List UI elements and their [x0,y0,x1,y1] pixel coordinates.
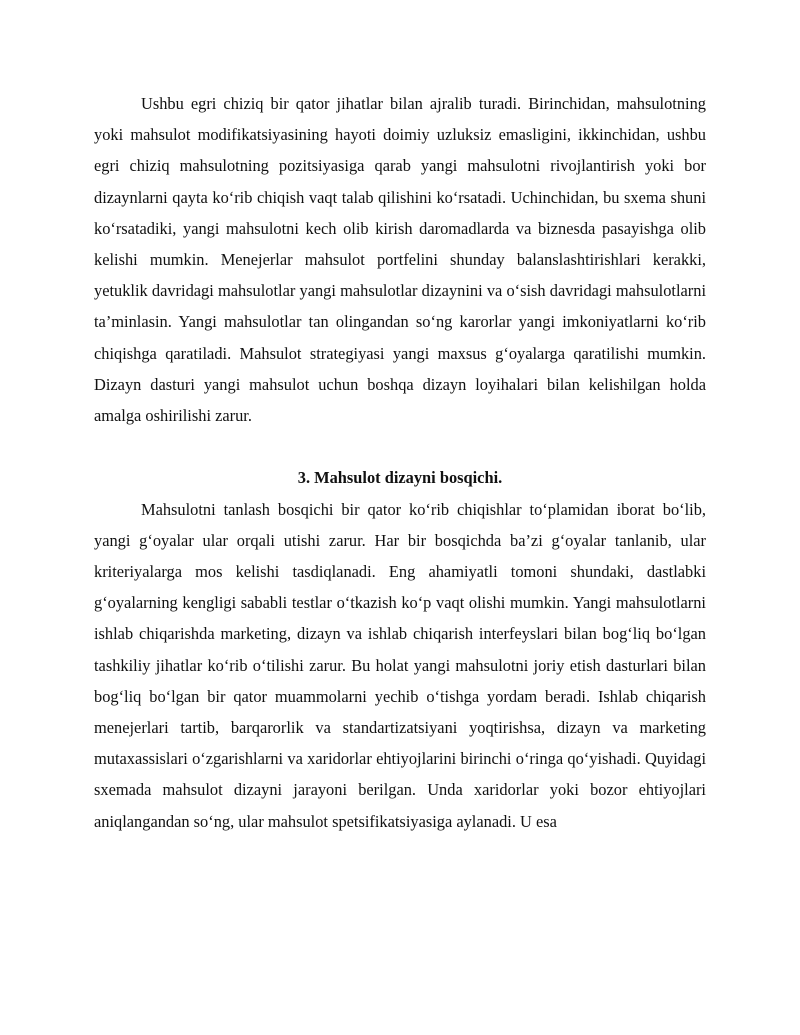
section-heading: 3. Mahsulot dizayni bosqichi. [297,468,503,488]
body-paragraph-1: Ushbu egri chiziq bir qator jihatlar bilan ajralib turadi. Birinchidan, mahsulotning yoki mahsulot modifikatsiyasining hayoti doimiy uzluksiz emasligini, ikkinchidan, ushbu egri chiziq mahsulotning pozitsiyasiga qarab yangi mahsulotni rivojlantirish yoki bor dizaynlarni qayta koʻrib chiqish vaqt talab qilishini koʻrsatadi. Uchinchidan, bu sxema shuni koʻrsatadiki, yangi mahsulotni kech olib kirish daromadlarda va biznesda pasayishga olib kelishi mumkin. Menejerlar mahsulot portfelini shunday balanslashtirishlari kerakki, yetuklik davridagi mahsulotlar yangi mahsulotlar dizaynini va oʻsish davridagi mahsulotlarni ta’minlasin. Yangi mahsulotlar tan olingandan soʻng karorlar yangi imkoniyatlarni koʻrib chiqishga qaratiladi. Mahsulot strategiyasi yangi maxsus gʻoyalarga qaratilishi mumkin. Dizayn dasturi yangi mahsulot uchun boshqa dizayn loyihalari bilan kelishilgan holda amalga oshirilishi zarur. [94,94,706,426]
document-page [94,88,706,837]
paragraph-spacer [94,431,706,462]
body-paragraph-2: Mahsulotni tanlash bosqichi bir qator koʻrib chiqishlar toʻplamidan iborat boʻlib, yangi gʻoyalar ular orqali utishi zarur. Har bir bosqichda ba’zi gʻoyalar tanlanib, ular kriteriyalarga mos kelishi tasdiqlanadi. Eng ahamiyatli tomoni shundaki, dastlabki gʻoyalarning kengligi sababli testlar oʻtkazish koʻp vaqt olishi mumkin. Yangi mahsulotlarni ishlab chiqarishda marketing, dizayn va ishlab chiqarish interfeyslari bilan bogʻliq boʻlgan tashkiliy jihatlar koʻrib oʻtilishi zarur. Bu holat yangi mahsulotni joriy etish dasturlari bilan bogʻliq boʻlgan bir qator muammolarni yechib oʻtishga yordam beradi. Ishlab chiqarish menejerlari tartib, barqarorlik va standartizatsiyani yoqtirishsa, dizayn va marketing mutaxassislari oʻzgarishlarni va xaridorlar ehtiyojlarini birinchi oʻringa qoʻyishadi. Quyidagi sxemada mahsulot dizayni jarayoni berilgan. Unda xaridorlar yoki bozor ehtiyojlari aniqlangandan soʻng, ular mahsulot spetsifikatsiyasiga aylanadi. U esa [94,499,706,831]
